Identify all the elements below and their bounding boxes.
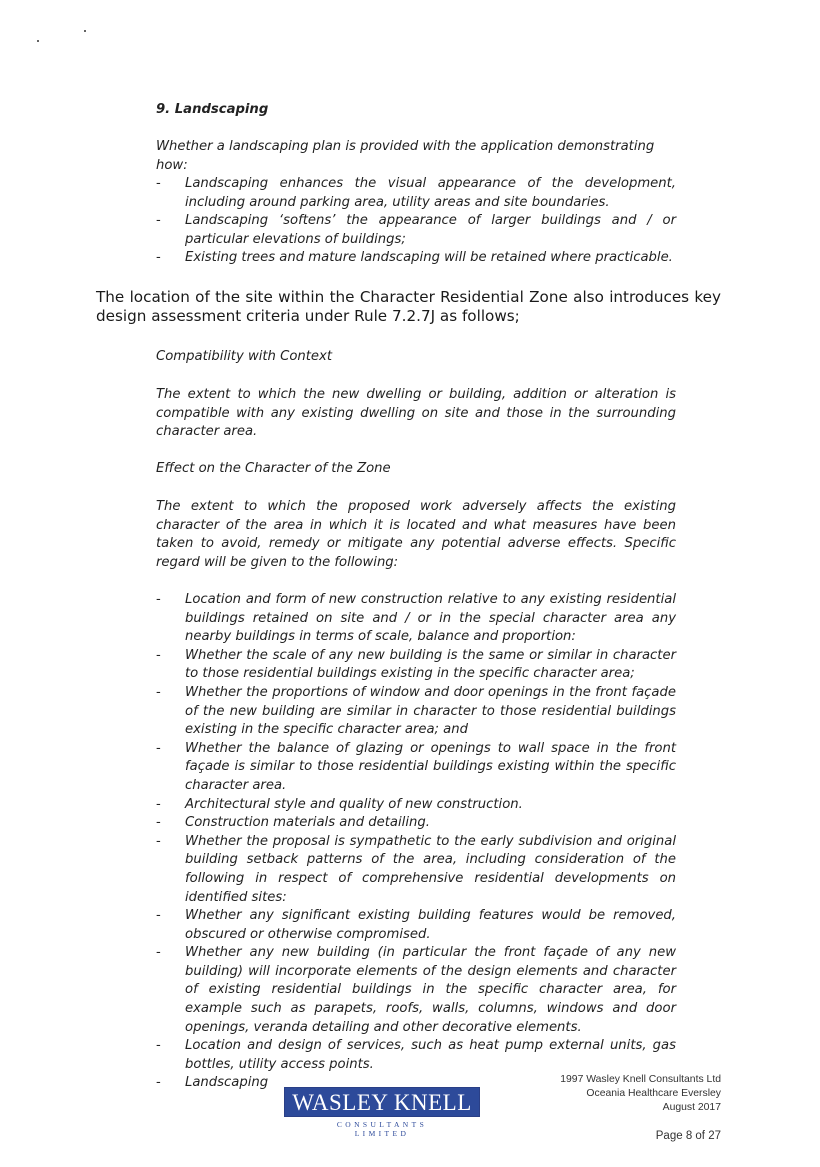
logo-subtitle: CONSULTANTS xyxy=(336,1120,428,1129)
footer-info xyxy=(560,1073,721,1115)
list-item: - Whether the proposal is sympathetic to the early subdivision and original building setback patterns of the area, including consideration of the following in respect of comprehensive residential developments on identified sites: xyxy=(156,833,676,907)
list-item: - Whether any significant existing building features would be removed, obscured or otherwise compromised. xyxy=(156,907,676,944)
landscaping-list xyxy=(156,175,676,268)
list-item: - Landscaping enhances the visual appearance of the development, including around parking area, utility areas and site boundaries. xyxy=(156,175,676,212)
list-item: - Construction materials and detailing. xyxy=(156,814,676,833)
landscaping-heading: 9. Landscaping xyxy=(156,102,269,117)
list-item: - Architectural style and quality of new construction. xyxy=(156,796,676,815)
footer-company: 1997 Wasley Knell Consultants Ltd xyxy=(560,1074,721,1085)
list-item: - Landscaping ‘softens’ the appearance of larger buildings and / or particular elevations of buildings; xyxy=(156,212,676,249)
list-item: - Whether the proportions of window and door openings in the front façade of the new building are similar in character to those residential buildings existing in the specific character area; and xyxy=(156,684,676,740)
list-item: - Location and form of new construction relative to any existing residential buildings retained on site and / or in the special character area any nearby buildings in terms of scale, balance and proportion: xyxy=(156,591,676,647)
list-item: - Landscaping xyxy=(156,1074,676,1093)
list-item: - Whether the scale of any new building is the same or similar in character to those residential buildings existing in the specific character area; xyxy=(156,647,676,684)
footer-project: Oceania Healthcare Eversley xyxy=(586,1088,721,1099)
list-item: - Existing trees and mature landscaping will be retained where practicable. xyxy=(156,249,676,268)
effect-criteria-list xyxy=(156,591,676,1093)
list-item: - Whether any new building (in particular the front façade of any new building) will incorporate elements of the design elements and character of existing residential buildings in the specific character area, for example such as parapets, roofs, walls, columns, windows and door openings, veranda detailing and other decorative elements. xyxy=(156,944,676,1037)
company-logo xyxy=(284,1087,480,1138)
logo-subtitle-2: LIMITED xyxy=(354,1129,410,1138)
body-paragraph: The location of the site within the Character Residential Zone also introduces key design assessment criteria under Rule 7.2.7J as follows; xyxy=(96,288,721,325)
list-item: - Whether the balance of glazing or openings to wall space in the front façade is similar to those residential buildings existing within the specific character area. xyxy=(156,740,676,796)
logo-wordmark: WASLEY KNELL xyxy=(284,1087,480,1117)
compatibility-heading: Compatibility with Context xyxy=(156,349,333,364)
page-number: Page 8 of 27 xyxy=(655,1130,721,1142)
landscaping-intro: Whether a landscaping plan is provided with the application demonstrating how: xyxy=(156,139,655,173)
compatibility-text: The extent to which the new dwelling or building, addition or alteration is compatible with any existing dwelling on site and those in the surrounding character area. xyxy=(156,387,676,440)
list-item: - Location and design of services, such as heat pump external units, gas bottles, utility access points. xyxy=(156,1037,676,1074)
effect-text: The extent to which the proposed work adversely affects the existing character of the area in which it is located and what measures have been taken to avoid, remedy or mitigate any potential adverse effects. Specific regard will be given to the following: xyxy=(156,499,676,570)
footer-date: August 2017 xyxy=(662,1102,721,1113)
effect-heading: Effect on the Character of the Zone xyxy=(156,461,391,476)
